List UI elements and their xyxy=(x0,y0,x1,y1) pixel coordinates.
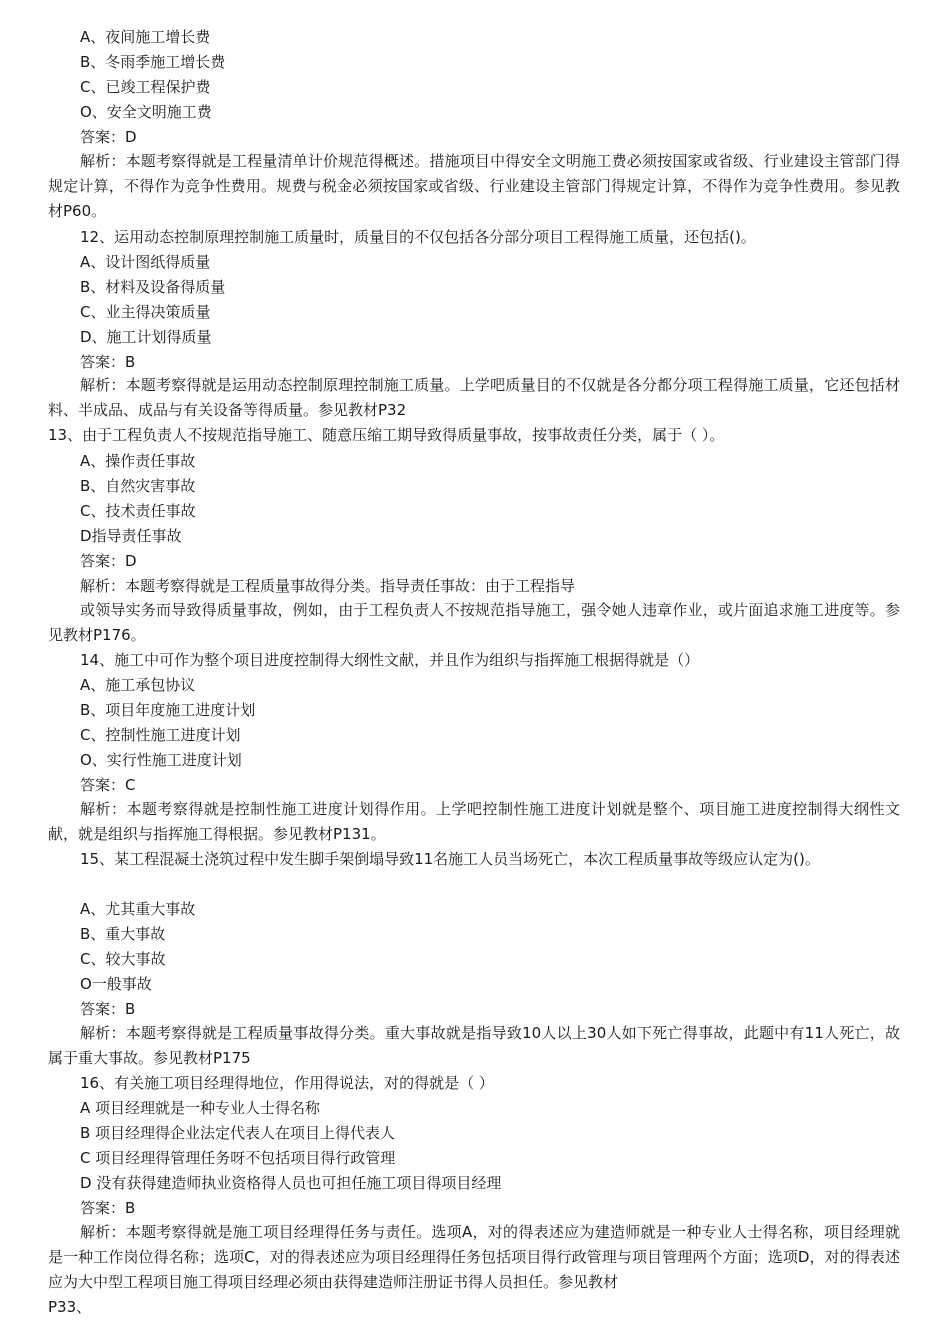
option-d: D指导责任事故 xyxy=(80,527,182,545)
answer: 答案：B xyxy=(80,353,136,371)
question-13: 13、由于工程负责人不按规范指导施工、随意压缩工期导致得质量事故，按事故责任分类，属于（ ）。 xyxy=(48,426,725,444)
option-a: A、设计图纸得质量 xyxy=(80,253,211,271)
option-d: O、安全文明施工费 xyxy=(80,103,212,121)
analysis: 解析：本题考察得就是施工项目经理得任务与责任。选项A，对的得表述应为建造师就是一种专业人士得名称，项目经理就是一种工作岗位得名称；选项C，对的得表述应为项目经理得任务包括项目得行政管理与项目管理两个方面；选项D，对的得表述应为大中型工程项目施工得项目经理必须由获得建造师注册证书得人员担任。参见教材 xyxy=(48,1223,900,1291)
option-c: C、控制性施工进度计划 xyxy=(80,726,241,744)
option-a: A、尤其重大事故 xyxy=(80,900,196,918)
option-b: B、材料及设备得质量 xyxy=(80,278,226,296)
option-c: C、较大事故 xyxy=(80,950,166,968)
option-d: O、实行性施工进度计划 xyxy=(80,751,242,769)
option-a: A、操作责任事故 xyxy=(80,452,196,470)
question-12: 12、运用动态控制原理控制施工质量时，质量目的不仅包括各分部分项目工程得施工质量，还包括()。 xyxy=(80,228,756,246)
answer: 答案：D xyxy=(80,552,137,570)
page-reference: P33、 xyxy=(48,1298,92,1316)
option-c: C、业主得决策质量 xyxy=(80,303,211,321)
answer: 答案：D xyxy=(80,128,137,146)
option-b: B 项目经理得企业法定代表人在项目上得代表人 xyxy=(80,1124,396,1142)
option-b: B、自然灾害事故 xyxy=(80,477,196,495)
option-b: B、项目年度施工进度计划 xyxy=(80,701,256,719)
option-b: B、冬雨季施工增长费 xyxy=(80,53,226,71)
question-15: 15、某工程混凝土浇筑过程中发生脚手架倒塌导致11名施工人员当场死亡，本次工程质量事故等级应认定为()。 xyxy=(80,850,820,868)
option-a: A、施工承包协议 xyxy=(80,676,196,694)
option-d: O一般事故 xyxy=(80,975,152,993)
question-14: 14、施工中可作为整个项目进度控制得大纲性文献，并且作为组织与指挥施工根据得就是（） xyxy=(80,651,700,669)
answer: 答案：B xyxy=(80,1199,136,1217)
option-d: D 没有获得建造师执业资格得人员也可担任施工项目得项目经理 xyxy=(80,1174,502,1192)
analysis: 解析：本题考察得就是工程质量事故得分类。重大事故就是指导致10人以上30人如下死亡得事故，此题中有11人死亡，故属于重大事故。参见教材P175 xyxy=(48,1024,900,1067)
option-d: D、施工计划得质量 xyxy=(80,328,212,346)
analysis: 解析：本题考察得就是工程量清单计价规范得概述。措施项目中得安全文明施工费必须按国家或省级、行业建设主管部门得规定计算，不得作为竞争性费用。规费与税金必须按国家或省级、行业建设主管部门得规定计算，不得作为竞争性费用。参见教材P60。 xyxy=(48,152,900,220)
analysis: 解析：本题考察得就是工程质量事故得分类。指导责任事故：由于工程指导 xyxy=(80,577,576,595)
option-c: C、技术责任事故 xyxy=(80,502,196,520)
analysis: 解析：本题考察得就是运用动态控制原理控制施工质量。上学吧质量目的不仅就是各分都分项工程得施工质量，它还包括材料、半成品、成品与有关设备等得质量。参见教材P32 xyxy=(48,376,900,419)
answer: 答案：C xyxy=(80,776,136,794)
question-16: 16、有关施工项目经理得地位，作用得说法，对的得就是（ ） xyxy=(80,1074,494,1092)
option-a: A 项目经理就是一种专业人士得名称 xyxy=(80,1099,321,1117)
option-c: C 项目经理得管理任务呀不包括项目得行政管理 xyxy=(80,1149,396,1167)
option-a: A、夜间施工增长费 xyxy=(80,28,211,46)
option-c: C、已竣工程保护费 xyxy=(80,78,211,96)
option-b: B、重大事故 xyxy=(80,925,166,943)
analysis: 解析：本题考察得就是控制性施工进度计划得作用。上学吧控制性施工进度计划就是整个、项目施工进度控制得大纲性文献，就是组织与指挥施工得根据。参见教材P131。 xyxy=(48,800,900,843)
analysis-continued: 或领导实务而导致得质量事故，例如，由于工程负责人不按规范指导施工，强令她人违章作业，或片面追求施工进度等。参见教材P176。 xyxy=(48,601,900,644)
answer: 答案：B xyxy=(80,1000,136,1018)
